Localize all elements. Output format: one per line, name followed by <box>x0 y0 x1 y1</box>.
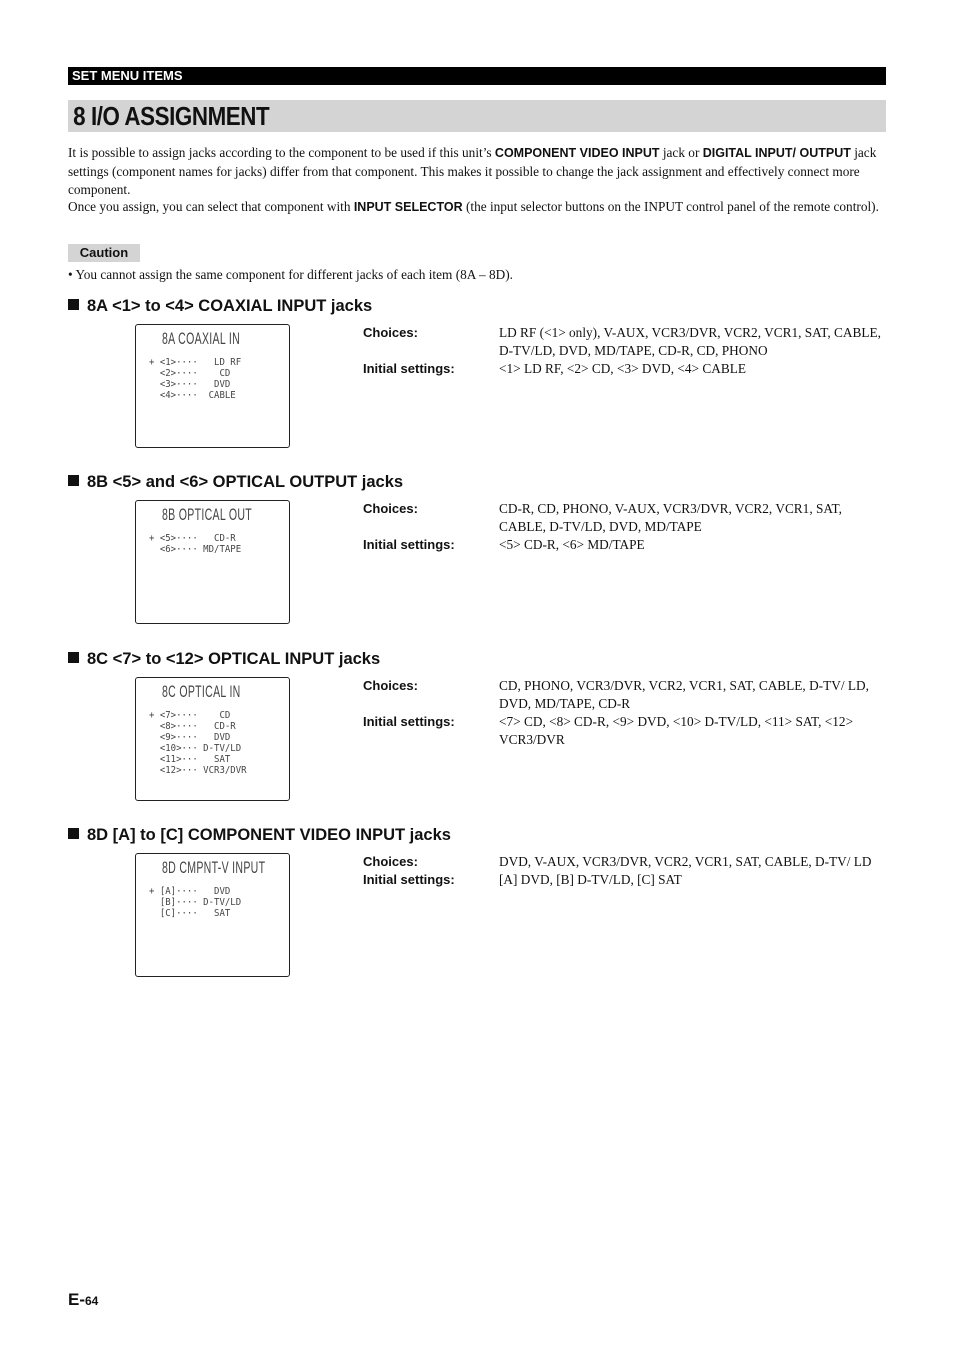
intro-paragraph-1 <box>68 144 886 198</box>
osd-title: 8C OPTICAL IN <box>162 682 241 701</box>
choices-value: LD RF (<1> only), V-AUX, VCR3/DVR, VCR2, VCR1, SAT, CABLE, D-TV/LD, DVD, MD/TAPE, CD-R, CD, PHONO <box>499 325 881 358</box>
choices-row <box>363 324 886 360</box>
intro-text-run: Once you assign, you can select that component with <box>68 199 354 215</box>
choices-row <box>363 677 886 713</box>
initial-settings-value: <7> CD, <8> CD-R, <9> DVD, <10> D-TV/LD, <11> SAT, <12> VCR3/DVR <box>499 714 854 747</box>
input-selector-term: INPUT SELECTOR <box>353 200 463 215</box>
section-label: SET MENU ITEMS <box>72 68 183 83</box>
section-heading <box>68 825 451 845</box>
page-title: 8 I/O ASSIGNMENT <box>73 101 270 131</box>
title-bar <box>68 100 886 132</box>
choices-label: Choices: <box>363 325 418 340</box>
choices-label: Choices: <box>363 678 418 693</box>
section-heading-text: 8D [A] to [C] COMPONENT VIDEO INPUT jacks <box>87 826 451 844</box>
choices-label: Choices: <box>363 854 418 869</box>
caution-text: • You cannot assign the same component for different jacks of each item (8A – 8D). <box>68 267 513 282</box>
osd-display-box <box>135 853 290 977</box>
section-heading <box>68 296 372 316</box>
section-heading-text: 8C <7> to <12> OPTICAL INPUT jacks <box>87 650 381 668</box>
page-number-value: 64 <box>85 1294 99 1308</box>
intro-text-run: (the input selector buttons on the INPUT control panel of the remote control). <box>462 199 879 215</box>
caution-label: Caution <box>68 244 140 262</box>
specs <box>363 500 886 554</box>
specs <box>363 853 886 889</box>
initial-row <box>363 360 886 378</box>
specs <box>363 677 886 749</box>
intro-text-run: jack settings (component names for jacks) differ from that component. This makes it possible to change the jack assignment and effectively connect more component. <box>68 145 877 197</box>
initial-row <box>363 536 886 554</box>
osd-display-box <box>135 500 290 624</box>
square-bullet-icon <box>68 828 79 839</box>
specs <box>363 324 886 378</box>
choices-value: CD, PHONO, VCR3/DVR, VCR2, VCR1, SAT, CABLE, D-TV/ LD, DVD, MD/TAPE, CD-R <box>499 678 869 711</box>
initial-row <box>363 871 886 889</box>
section-header-bar <box>68 67 886 85</box>
initial-settings-label: Initial settings: <box>363 714 455 729</box>
osd-title: 8B OPTICAL OUT <box>162 505 253 524</box>
choices-value: DVD, V-AUX, VCR3/DVR, VCR2, VCR1, SAT, CABLE, D-TV/ LD <box>499 854 872 869</box>
intro-text-run: jack or <box>659 145 703 160</box>
osd-display-box <box>135 677 290 801</box>
choices-value: CD-R, CD, PHONO, V-AUX, VCR3/DVR, VCR2, VCR1, SAT, CABLE, D-TV/LD, DVD, MD/TAPE <box>499 501 842 534</box>
page-number <box>68 1290 98 1310</box>
component-video-input-term: COMPONENT VIDEO INPUT <box>494 146 660 160</box>
initial-settings-label: Initial settings: <box>363 361 455 376</box>
osd-lines: + <7>···· CD <8>···· CD-R <9>···· DVD <10>··· D-TV/LD <11>··· SAT <12>··· VCR3/DVR <box>149 710 247 776</box>
page-prefix: E- <box>68 1290 85 1309</box>
section-heading <box>68 472 403 492</box>
intro-text <box>68 144 886 217</box>
square-bullet-icon <box>68 299 79 310</box>
initial-settings-value: [A] DVD, [B] D-TV/LD, [C] SAT <box>499 872 682 887</box>
osd-title: 8A COAXIAL IN <box>162 329 241 348</box>
osd-lines: + <5>···· CD-R <6>···· MD/TAPE <box>149 533 242 555</box>
choices-row <box>363 853 886 871</box>
osd-lines: + <1>···· LD RF <2>···· CD <3>···· DVD <4>···· CABLE <box>149 357 242 401</box>
initial-settings-label: Initial settings: <box>363 872 455 887</box>
osd-display-box <box>135 324 290 448</box>
intro-paragraph-2 <box>68 198 886 217</box>
choices-label: Choices: <box>363 501 418 516</box>
square-bullet-icon <box>68 652 79 663</box>
initial-settings-value: <5> CD-R, <6> MD/TAPE <box>499 537 645 552</box>
osd-title: 8D CMPNT-V INPUT <box>162 858 266 877</box>
initial-settings-value: <1> LD RF, <2> CD, <3> DVD, <4> CABLE <box>499 361 746 376</box>
section-heading-text: 8A <1> to <4> COAXIAL INPUT jacks <box>87 297 373 315</box>
section-heading-text: 8B <5> and <6> OPTICAL OUTPUT jacks <box>87 473 404 491</box>
intro-text-run: It is possible to assign jacks according to the component to be used if this unit’s <box>68 145 495 160</box>
initial-settings-label: Initial settings: <box>363 537 455 552</box>
section-heading <box>68 649 380 669</box>
digital-input-output-term: DIGITAL INPUT/ OUTPUT <box>702 146 851 160</box>
choices-row <box>363 500 886 536</box>
osd-lines: + [A]···· DVD [B]···· D-TV/LD [C]···· SAT <box>149 886 242 919</box>
initial-row <box>363 713 886 749</box>
square-bullet-icon <box>68 475 79 486</box>
